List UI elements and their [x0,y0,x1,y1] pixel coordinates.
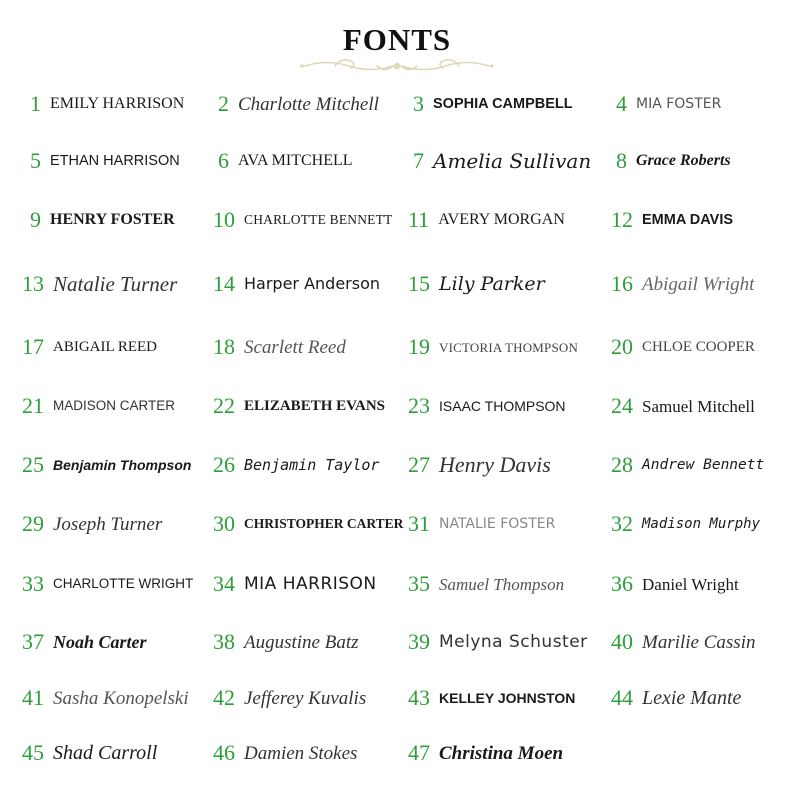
font-sample-name: Shad Carroll [53,742,158,764]
font-sample-name: Marilie Cassin [642,631,756,653]
font-sample-name: EMMA DAVIS [642,211,734,228]
font-number: 16 [611,271,633,296]
font-sample-24 [611,388,755,424]
font-number: 17 [22,334,44,359]
font-sample-28 [611,447,764,483]
font-sample-44 [611,680,741,716]
font-number: 39 [408,629,430,654]
font-sample-20 [611,329,755,365]
font-sample-name: ETHAN HARRISON [50,152,180,169]
font-number: 8 [616,148,627,173]
font-number: 13 [22,271,44,296]
font-number: 34 [213,571,235,596]
font-number: 21 [22,393,44,418]
font-number: 9 [30,207,41,232]
font-sample-31 [408,506,555,542]
font-sample-name: Lexie Mante [642,687,742,709]
flourish-ornament-icon [297,55,497,77]
font-number: 30 [213,511,235,536]
font-number: 31 [408,511,430,536]
font-sample-name: MADISON CARTER [53,398,176,414]
font-sample-name: CHARLOTTE BENNETT [244,212,393,228]
font-sample-11 [408,202,565,238]
font-sample-41 [22,680,189,716]
font-sample-25 [22,447,191,483]
font-sample-1 [30,86,184,122]
font-number: 40 [611,629,633,654]
font-sample-name: MIA HARRISON [244,573,377,594]
font-number: 7 [413,148,424,173]
font-number: 47 [408,740,430,765]
font-number: 44 [611,685,633,710]
font-sample-name: KELLEY JOHNSTON [439,690,576,706]
page-title: FONTS [342,22,452,57]
font-number: 6 [218,148,229,173]
font-sample-27 [408,447,551,483]
font-sample-name: ISAAC THOMPSON [439,398,566,414]
font-sample-36 [611,566,739,602]
font-sample-35 [408,566,564,602]
font-sample-5 [30,143,180,179]
font-sample-14 [213,266,380,302]
font-sample-45 [22,735,157,771]
font-sample-name: CHRISTOPHER CARTER [244,516,404,532]
font-number: 38 [213,629,235,654]
font-sample-name: Abigail Wright [642,273,755,295]
font-sample-4 [616,86,721,122]
font-sample-name: Harper Anderson [244,274,381,293]
font-sample-16 [611,266,754,302]
font-sample-name: Noah Carter [53,632,147,652]
font-number: 28 [611,452,633,477]
font-sample-17 [22,329,157,365]
font-number: 23 [408,393,430,418]
font-sample-name: ABIGAIL REED [53,338,158,355]
font-sample-name: CHARLOTTE WRIGHT [53,576,194,592]
font-sample-name: EMILY HARRISON [50,95,185,112]
font-number: 19 [408,334,430,359]
font-number: 1 [30,91,41,116]
font-sample-name: Grace Roberts [636,152,731,169]
font-sample-47 [408,735,563,771]
font-number: 11 [408,207,430,232]
font-sample-15 [408,266,545,302]
font-sample-name: Sasha Konopelski [53,687,189,709]
font-sample-name: Samuel Mitchell [642,396,755,416]
font-sample-12 [611,202,733,238]
font-sample-name: Daniel Wright [642,574,739,594]
font-sample-10 [213,202,393,238]
font-number: 35 [408,571,430,596]
font-sample-32 [611,506,760,542]
font-sample-name: Natalie Turner [53,271,178,296]
font-sample-46 [213,735,357,771]
font-sample-name: Amelia Sullivan [433,149,592,173]
font-sample-name: AVERY MORGAN [438,211,565,228]
font-sample-name: Damien Stokes [244,742,358,764]
font-number: 27 [408,452,430,477]
font-number: 2 [218,91,229,116]
font-sample-name: Christina Moen [439,742,564,764]
font-sample-9 [30,202,175,238]
font-sample-7 [413,143,591,179]
font-sample-name: Benjamin Thompson [53,457,192,473]
font-sample-2 [218,86,379,122]
font-number: 20 [611,334,633,359]
font-sample-8 [616,143,731,179]
font-sample-name: Andrew Bennett [642,456,765,473]
font-number: 41 [22,685,44,710]
font-sample-6 [218,143,353,179]
font-number: 10 [213,207,235,232]
font-sample-40 [611,624,755,660]
font-sample-name: HENRY FOSTER [50,211,175,228]
font-sample-22 [213,388,385,424]
font-number: 15 [408,271,430,296]
font-sample-37 [22,624,147,660]
font-number: 26 [213,452,235,477]
font-sample-42 [213,680,366,716]
font-sample-name: AVA MITCHELL [238,152,353,169]
font-sample-23 [408,388,566,424]
font-sample-29 [22,506,162,542]
font-sample-name: Henry Davis [439,452,551,477]
font-sample-13 [22,266,177,302]
font-sample-name: NATALIE FOSTER [439,516,556,532]
font-sample-name: ELIZABETH EVANS [244,397,386,414]
font-number: 22 [213,393,235,418]
font-sample-name: Scarlett Reed [244,336,346,358]
font-number: 4 [616,91,627,116]
font-number: 37 [22,629,44,654]
font-sample-name: Joseph Turner [53,513,163,535]
font-number: 12 [611,207,633,232]
font-sample-name: SOPHIA CAMPBELL [433,95,573,112]
font-number: 45 [22,740,44,765]
font-number: 33 [22,571,44,596]
font-sample-3 [413,86,573,122]
font-sample-39 [408,624,588,660]
font-number: 43 [408,685,430,710]
font-sample-43 [408,680,575,716]
font-number: 42 [213,685,235,710]
font-number: 3 [413,91,424,116]
font-sample-34 [213,566,377,602]
font-sample-name: CHLOE COOPER [642,338,755,355]
font-sample-name: Augustine Batz [244,631,359,653]
font-number: 36 [611,571,633,596]
font-sample-19 [408,329,578,365]
font-sample-26 [213,447,379,483]
font-number: 14 [213,271,235,296]
font-sample-name: Lily Parker [439,272,545,295]
font-sample-30 [213,506,403,542]
font-sample-name: Jefferey Kuvalis [244,687,367,709]
font-number: 24 [611,393,633,418]
font-sample-18 [213,329,346,365]
font-number: 29 [22,511,44,536]
font-sample-name: MIA FOSTER [636,96,722,112]
font-number: 46 [213,740,235,765]
font-sample-name: Melyna Schuster [439,631,588,652]
font-sample-name: Samuel Thompson [439,574,565,594]
font-sample-33 [22,566,193,602]
font-sample-21 [22,388,175,424]
font-number: 18 [213,334,235,359]
font-sample-name: VICTORIA THOMPSON [439,339,579,355]
font-sample-name: Charlotte Mitchell [238,93,379,115]
font-sample-name: Benjamin Taylor [244,455,380,474]
font-sample-38 [213,624,359,660]
font-number: 32 [611,511,633,536]
font-number: 5 [30,148,41,173]
font-number: 25 [22,452,44,477]
font-sample-name: Madison Murphy [642,516,761,532]
